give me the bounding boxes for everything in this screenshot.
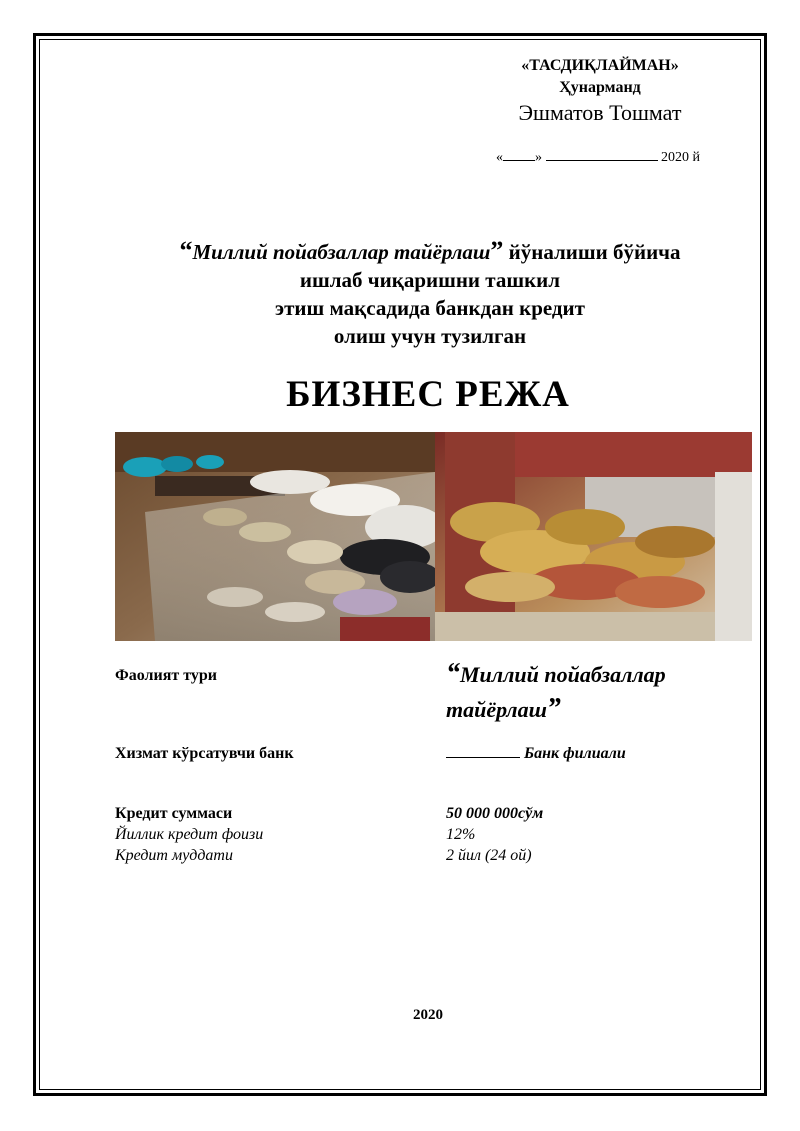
interest-rate-value: 12% [446,826,476,843]
subtitle-line-1: “Миллий пойабзаллар тайёрлаш” йўналиши бўйича [179,236,681,265]
date-year: 2020 й [661,150,700,165]
date-open-quote: « [496,150,503,165]
date-close-quote: » [535,150,542,165]
shoes-photo [115,432,752,641]
approve-label: «ТАСДИҚЛАЙМАН» [521,57,679,74]
day-blank [503,160,535,161]
bank-name-blank [446,757,520,758]
footer-year: 2020 [413,1007,443,1023]
month-blank [546,160,658,161]
credit-sum-label: Кредит суммаси [115,805,233,822]
credit-term-value: 2 йил (24 ой) [446,847,532,864]
approver-name: Эшматов Тошмат [518,100,682,125]
approver-role: Ҳунарманд [559,79,641,96]
interest-rate-label: Йиллик кредит фоизи [115,826,264,843]
bank-value: Банк филиали [446,745,626,763]
activity-value: “Миллий пойабзаллар тайёрлаш” [446,658,666,724]
activity-label: Фаолият тури [115,667,218,684]
activity-value-line2: тайёрлаш [446,697,547,722]
credit-sum-value: 50 000 000сўм [446,805,544,822]
credit-term-label: Кредит муддати [115,847,233,864]
project-name: Миллий пойабзаллар тайёрлаш [192,240,491,264]
activity-value-line1: Миллий пойабзаллар [460,662,666,687]
subtitle-line-4: олиш учун тузилган [333,324,527,348]
main-title: БИЗНЕС РЕЖА [286,374,570,415]
subtitle-line-3: этиш мақсадида банкдан кредит [275,296,585,320]
approval-date-line [496,150,700,166]
bank-label: Хизмат кўрсатувчи банк [115,745,294,762]
document-subtitle [100,237,760,350]
subtitle-line-2: ишлаб чиқаришни ташкил [299,268,561,292]
